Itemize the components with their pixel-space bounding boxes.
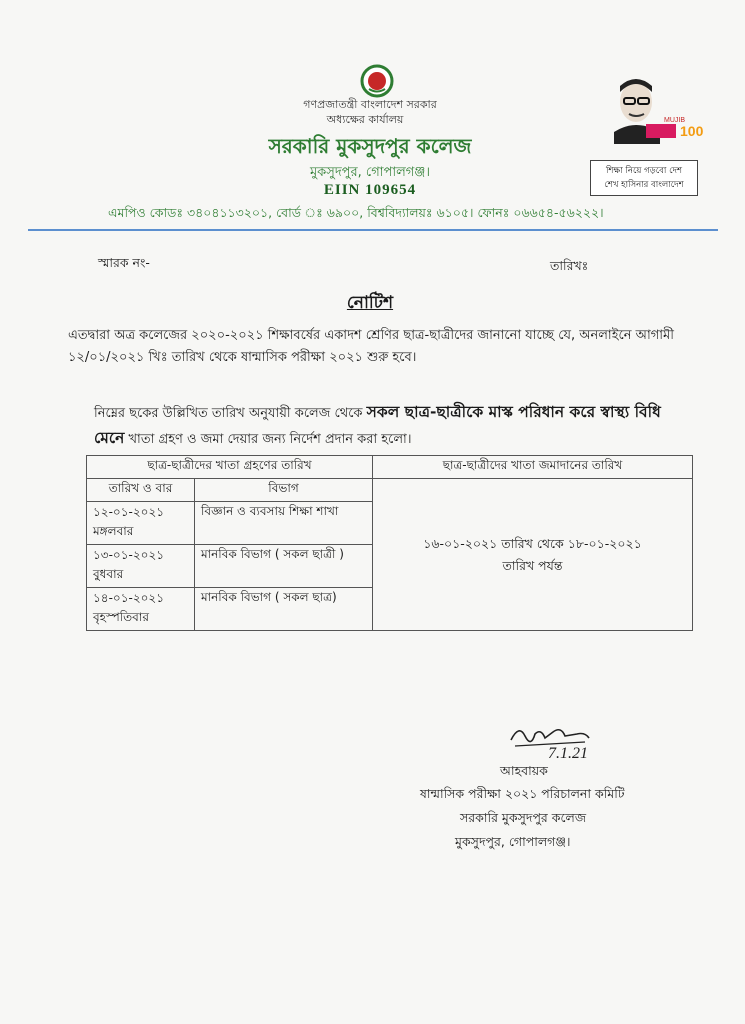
row-day: বুধবার [93, 567, 124, 581]
college-name: সরকারি মুকসুদপুর কলেজ [268, 134, 472, 158]
signature-date: 7.1.21 [548, 745, 588, 762]
row-date: ১৪-০১-২০২১ [93, 591, 165, 605]
college-address: মুকসুদপুর, গোপালগঞ্জ। [309, 165, 431, 180]
eiin-number: EIIN 109654 [323, 182, 417, 198]
slogan-box [590, 160, 698, 196]
date-cell [87, 588, 195, 631]
department-column-header: বিভাগ [195, 479, 373, 502]
mujib-100-logo [604, 72, 704, 150]
submit-date-header: ছাত্র-ছাত্রীদের খাতা জমাদানের তারিখ [373, 456, 693, 479]
slogan-line-1: শিক্ষা নিয়ে গড়বো দেশ [605, 166, 683, 176]
header-divider [28, 229, 718, 231]
signatory-committee: ষান্মাসিক পরীক্ষা ২০২১ পরিচালনা কমিটি [420, 786, 625, 801]
submit-date-line-2: তারিখ পর্যন্ত [502, 557, 563, 573]
notice-title: নোটিশ [346, 293, 394, 313]
row-date: ১২-০১-২০২১ [93, 505, 165, 519]
date-cell [87, 545, 195, 588]
signatory-title: আহবায়ক [500, 763, 548, 778]
bangladesh-emblem-icon [360, 64, 394, 98]
schedule-table [86, 455, 693, 631]
row-day: বৃহস্পতিবার [93, 610, 149, 624]
para2-bold-text: সকল ছাত্র-ছাত্রীকে মাস্ক পরিধান করে স্বাস্থ্য বিধি মেনে [94, 403, 661, 447]
memo-number-label: স্মারক নং- [98, 255, 150, 270]
government-label: গণপ্রজাতন্ত্রী বাংলাদেশ সরকার [303, 98, 437, 111]
notice-paragraph-2 [94, 400, 694, 452]
date-cell [87, 502, 195, 545]
date-label: তারিখঃ [550, 258, 589, 273]
svg-text:MUJIB: MUJIB [664, 117, 685, 124]
signatory-address: মুকসুদপুর, গোপালগঞ্জ। [455, 834, 571, 849]
para2-text-a: নিম্নের ছকের উল্লিখিত তারিখ অনুযায়ী কলেজ থেকে [94, 406, 367, 421]
para2-text-b: খাতা গ্রহণ ও জমা দেয়ার জন্য নির্দেশ প্রদান করা হলো। [124, 432, 412, 447]
slogan-line-2: শেখ হাসিনার বাংলাদেশ [604, 180, 684, 190]
submit-date-line-1: ১৬-০১-২০২১ তারিখ থেকে ১৮-০১-২০২১ [423, 535, 642, 551]
row-date: ১৩-০১-২০২১ [93, 548, 165, 562]
department-cell: মানবিক বিভাগ ( সকল ছাত্রী ) [195, 545, 373, 588]
notice-paragraph-1: এতদ্বারা অত্র কলেজের ২০২০-২০২১ শিক্ষাবর্ষের একাদশ শ্রেণির ছাত্র-ছাত্রীদের জানানো যাচ্ছে যে, অনলাইনে আগামী ১২/০১/২০২১ খিঃ তারিখ থেকে ষান্মাসিক পরীক্ষা ২০২১ শুরু হবে। [68, 328, 674, 365]
signatory-college: সরকারি মুকসুদপুর কলেজ [460, 810, 587, 825]
department-cell: মানবিক বিভাগ ( সকল ছাত্র) [195, 588, 373, 631]
receive-date-header: ছাত্র-ছাত্রীদের খাতা গ্রহণের তারিখ [87, 456, 373, 479]
contact-line: এমপিও কোডঃ ৩৪০৪১১৩২০১, বোর্ড ঃ ৬৯০০, বিশ্ববিদ্যালয়ঃ ৬১০৫। ফোনঃ ০৬৬৫৪-৫৬২২২। [108, 205, 604, 220]
date-day-column-header: তারিখ ও বার [87, 479, 195, 502]
svg-text:100: 100 [680, 123, 704, 139]
row-day: মঙ্গলবার [93, 524, 134, 538]
office-label: অধ্যক্ষের কার্যালয় [326, 113, 404, 126]
department-cell: বিজ্ঞান ও ব্যবসায় শিক্ষা শাখা [195, 502, 373, 545]
submit-date-cell [373, 479, 693, 631]
